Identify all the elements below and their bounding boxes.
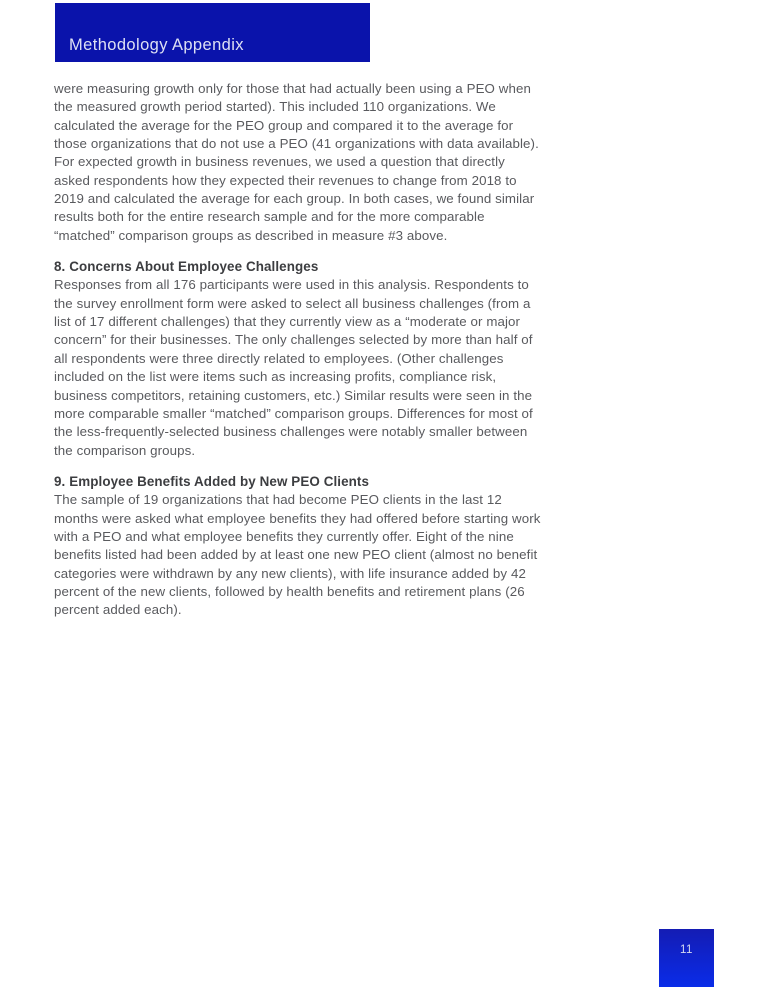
page-number-box [659,929,714,987]
section-9-heading: 9. Employee Benefits Added by New PEO Clients [54,473,370,489]
content-column [54,80,544,620]
section-8-body: Responses from all 176 participants were used in this analysis. Respondents to the survey enrollment form were asked to select all business challenges (from a list of 17 different challenges) that they currently view as a “moderate or major concern” for their businesses. The only challenges selected by more than half of all respondents were three directly related to employees. (Other challenges included on the list were items such as increasing profits, compliance risk, business competitors, retaining customers, etc.) Similar results were seen in the more comparable smaller “matched” comparison groups. Differences for most of the less-frequently-selected business challenges were notably smaller between the comparison groups. [54,277,533,458]
section-9-body: The sample of 19 organizations that had become PEO clients in the last 12 months were asked what employee benefits they had offered before starting work with a PEO and what employee benefits they currently offer. Eight of the nine benefits listed had been added by at least one new PEO client (almost no benefit categories were withdrawn by any new clients), with life insurance added by 42 percent of the new clients, followed by health benefits and retirement plans (26 percent added each). [54,492,541,618]
page-number: 11 [680,944,693,956]
page-title: Methodology Appendix [69,35,244,54]
header-banner [55,3,370,62]
intro-paragraph: were measuring growth only for those that had actually been using a PEO when the measured growth period started). This included 110 organizations. We calculated the average for the PEO group and compared it to the average for those organizations that do not use a PEO (41 organizations with data available). For expected growth in business revenues, we used a question that directly asked respondents how they expected their revenues to change from 2018 to 2019 and calculated the average for each group. In both cases, we found similar results both for the entire research sample and for the more comparable “matched” comparison groups as described in measure #3 above. [54,81,539,243]
section-8-heading: 8. Concerns About Employee Challenges [54,259,319,275]
